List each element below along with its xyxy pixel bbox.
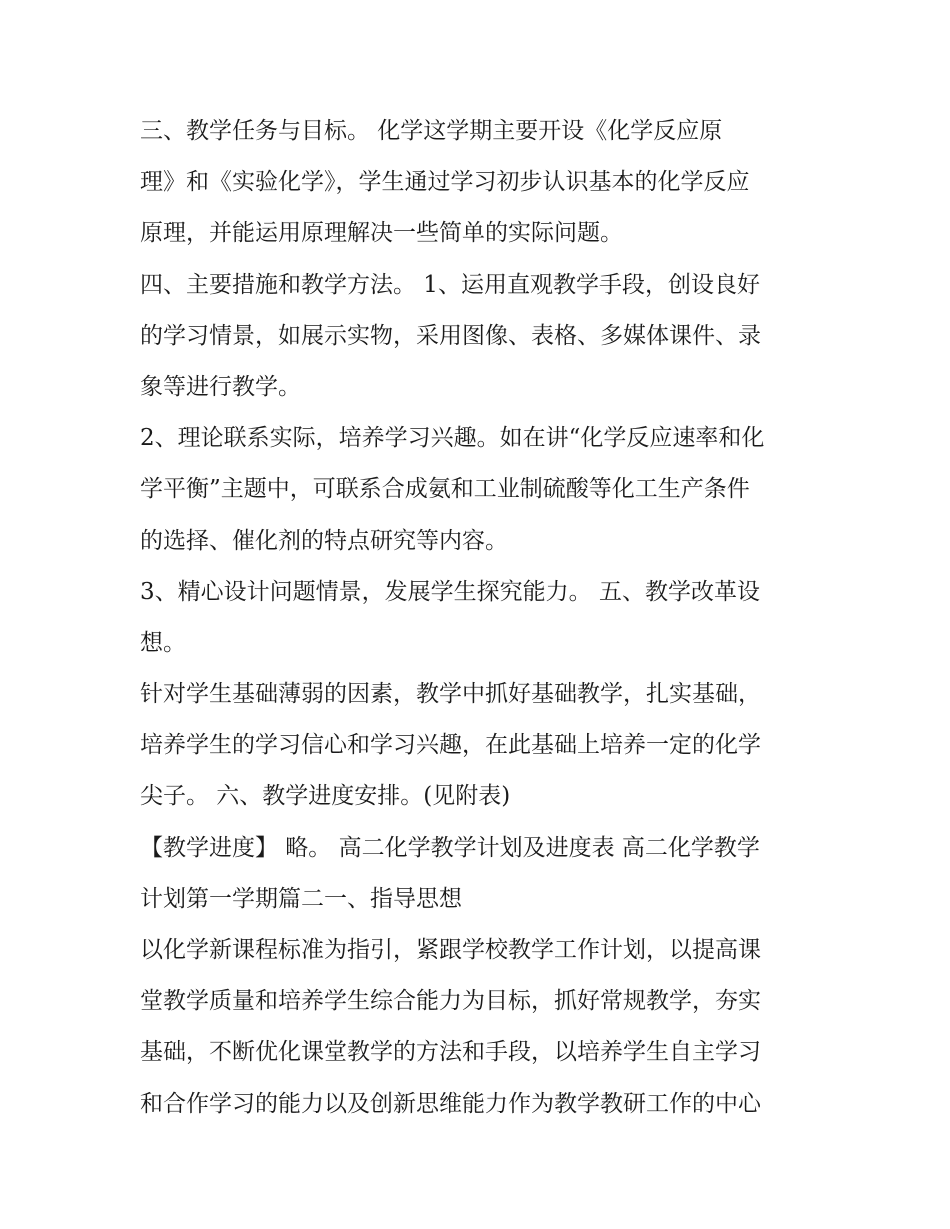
text-line: 原理，并能运用原理解决一些简单的实际问题。 xyxy=(140,220,623,247)
text-line: 象等进行教学。 xyxy=(140,373,301,400)
text-line: 理》和《实验化学》，学生通过学习初步认识基本的化学反应 xyxy=(140,169,750,196)
text-line: 的选择、催化剂的特点研究等内容。 xyxy=(140,527,508,554)
text-line: 四、主要措施和教学方法。 1、运用直观教学手段，创设良好 xyxy=(140,271,760,298)
text-line: 以化学新课程标准为指引，紧跟学校教学工作计划，以提高课 xyxy=(140,937,761,963)
text-line: 【教学进度】 略。 高二化学教学计划及进度表 高二化学教学 xyxy=(140,834,760,861)
text-line: 学平衡”主题中，可联系合成氨和工业制硫酸等化工生产条件 xyxy=(140,476,750,503)
text-line: 基础，不断优化课堂教学的方法和手段，以培养学生自主学习 xyxy=(140,1039,761,1066)
text-line: 2、理论联系实际，培养学习兴趣。如在讲“化学反应速率和化 xyxy=(140,425,765,452)
text-line: 的学习情景，如展示实物，采用图像、表格、多媒体课件、录 xyxy=(140,322,761,349)
text-line: 针对学生基础薄弱的因素，教学中抓好基础教学，扎实基础， xyxy=(140,681,761,708)
document-body xyxy=(140,106,820,1130)
text-line: 尖子。 六、教学进度安排。(见附表) xyxy=(140,783,511,810)
text-line: 三、教学任务与目标。 化学这学期主要开设《化学反应原 xyxy=(140,118,723,144)
text-line: 想。 xyxy=(140,629,186,656)
text-line: 3、精心设计问题情景，发展学生探究能力。 五、教学改革设 xyxy=(140,578,760,605)
text-line: 堂教学质量和培养学生综合能力为目标，抓好常规教学，夯实 xyxy=(140,988,761,1015)
text-line: 和合作学习的能力以及创新思维能力作为教学教研工作的中心 xyxy=(140,1090,761,1117)
text-line: 计划第一学期篇二一、指导思想 xyxy=(140,885,462,912)
text-line: 培养学生的学习信心和学习兴趣，在此基础上培养一定的化学 xyxy=(140,732,761,759)
